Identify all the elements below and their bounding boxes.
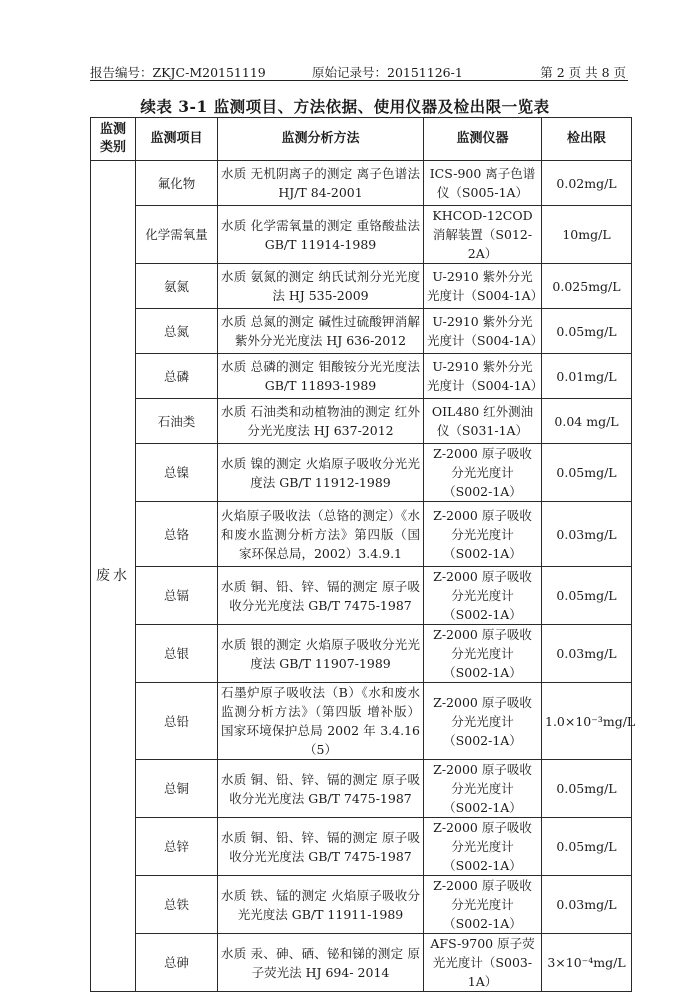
instrument-text: U-2910 紫外分光光度计（S004-1A） (427, 314, 544, 348)
method-cell (218, 876, 424, 934)
item-cell: 总铜 (136, 760, 218, 818)
instrument-cell (424, 444, 542, 502)
instrument-text: ICS-900 离子色谱仪（S005-1A） (429, 166, 536, 200)
report-number: 报告编号：ZKJC-M20151119 (90, 65, 266, 80)
instrument-cell (424, 399, 542, 444)
instrument-text: KHCOD-12COD 消解装置（S012-2A） (432, 208, 533, 261)
instrument-cell (424, 625, 542, 683)
table-row (91, 818, 632, 876)
method-cell (218, 683, 424, 760)
detection-limit-cell: 0.05mg/L (542, 760, 632, 818)
category-cell: 废水 (91, 161, 136, 992)
detection-limit-cell: 0.02mg/L (542, 161, 632, 206)
method-text: 水质 汞、砷、硒、铋和锑的测定 原子荧光法 HJ 694- 2014 (221, 945, 420, 980)
item-cell: 总锌 (136, 818, 218, 876)
item-cell: 氟化物 (136, 161, 218, 206)
instrument-cell (424, 354, 542, 399)
instrument-text: Z-2000 原子吸收分光光度计（S002-1A） (433, 507, 532, 561)
table-row (91, 683, 632, 760)
detection-limit-cell: 0.01mg/L (542, 354, 632, 399)
item-cell: 总磷 (136, 354, 218, 399)
method-text: 水质 氨氮的测定 纳氏试剂分光光度法 HJ 535-2009 (221, 269, 420, 303)
detection-limit-cell: 0.03mg/L (542, 625, 632, 683)
method-cell (218, 502, 424, 567)
method-cell (218, 934, 424, 992)
detection-limit-cell: 0.04 mg/L (542, 399, 632, 444)
method-cell (218, 760, 424, 818)
method-text: 火焰原子吸收法（总铬的测定）《水和废水监测分析方法》第四版（国家环保总局，2002）3.4.9.1 (221, 507, 420, 561)
detection-limit-cell: 10mg/L (542, 206, 632, 264)
method-text: 水质 无机阴离子的测定 离子色谱法 HJ/T 84-2001 (221, 166, 420, 200)
col-header-method: 监测分析方法 (218, 118, 424, 161)
instrument-text: Z-2000 原子吸收分光光度计（S002-1A） (433, 762, 532, 815)
table-row (91, 502, 632, 567)
method-cell (218, 309, 424, 354)
instrument-cell (424, 264, 542, 309)
item-cell: 总铁 (136, 876, 218, 934)
instrument-text: AFS-9700 原子荧光光度计（S003-1A） (430, 936, 535, 989)
table-row (91, 264, 632, 309)
item-cell: 总铬 (136, 502, 218, 567)
table-row (91, 934, 632, 992)
detection-limit-cell: 0.05mg/L (542, 444, 632, 502)
method-cell (218, 625, 424, 683)
detection-limit-cell: 0.05mg/L (542, 567, 632, 625)
detection-limit-cell: 1.0×10⁻³mg/L (542, 683, 632, 760)
monitoring-table (90, 117, 636, 992)
method-cell (218, 444, 424, 502)
item-cell: 总镉 (136, 567, 218, 625)
item-cell: 总镍 (136, 444, 218, 502)
instrument-cell (424, 876, 542, 934)
table-row (91, 876, 632, 934)
col-header-limit: 检出限 (542, 118, 632, 161)
record-number: 原始记录号：20151126-1 (312, 65, 463, 80)
method-cell (218, 399, 424, 444)
method-text: 石墨炉原子吸收法（B）《水和废水监测分析方法》（第四版 增补版） 国家环境保护总局 2002 年 3.4.16（5） (221, 685, 420, 757)
instrument-cell (424, 760, 542, 818)
table-row (91, 206, 632, 264)
detection-limit-cell: 3×10⁻⁴mg/L (542, 934, 632, 992)
instrument-text: Z-2000 原子吸收分光光度计（S002-1A） (433, 446, 532, 499)
detection-limit-cell: 0.03mg/L (542, 876, 632, 934)
method-text: 水质 化学需氧量的测定 重铬酸盐法 GB/T 11914-1989 (221, 217, 420, 252)
table-title: 续表 3-1 监测项目、方法依据、使用仪器及检出限一览表 (140, 97, 550, 116)
method-cell (218, 161, 424, 206)
instrument-cell (424, 683, 542, 760)
detection-limit-cell: 0.025mg/L (542, 264, 632, 309)
item-cell: 石油类 (136, 399, 218, 444)
table-row (91, 309, 632, 354)
instrument-cell (424, 934, 542, 992)
instrument-text: Z-2000 原子吸收分光光度计（S002-1A） (433, 820, 532, 873)
table-row (91, 399, 632, 444)
method-cell (218, 206, 424, 264)
page-number: 第 2 页 共 8 页 (540, 65, 626, 80)
method-cell (218, 567, 424, 625)
instrument-text: Z-2000 原子吸收分光光度计（S002-1A） (433, 569, 532, 622)
instrument-cell (424, 502, 542, 567)
col-header-category: 监测 类别 (91, 118, 136, 161)
method-text: 水质 镍的测定 火焰原子吸收分光光度法 GB/T 11912-1989 (221, 455, 420, 490)
table-row (91, 760, 632, 818)
method-text: 水质 铜、铅、锌、镉的测定 原子吸收分光光度法 GB/T 7475-1987 (221, 771, 420, 806)
instrument-text: Z-2000 原子吸收分光光度计（S002-1A） (433, 878, 532, 931)
method-text: 水质 总磷的测定 钼酸铵分光光度法 GB/T 11893-1989 (221, 359, 420, 393)
instrument-text: Z-2000 原子吸收分光光度计（S002-1A） (433, 627, 532, 680)
instrument-cell (424, 161, 542, 206)
item-cell: 总氮 (136, 309, 218, 354)
method-text: 水质 铁、锰的测定 火焰原子吸收分光光度法 GB/T 11911-1989 (221, 887, 420, 922)
table-row (91, 444, 632, 502)
col-header-item: 监测项目 (136, 118, 218, 161)
item-cell: 氨氮 (136, 264, 218, 309)
page-header (90, 62, 628, 81)
table-row (91, 161, 632, 206)
method-text: 水质 铜、铅、锌、镉的测定 原子吸收分光光度法 GB/T 7475-1987 (221, 578, 420, 613)
item-cell: 总砷 (136, 934, 218, 992)
instrument-cell (424, 206, 542, 264)
item-cell: 化学需氧量 (136, 206, 218, 264)
instrument-text: OIL480 红外测油仪（S031-1A） (431, 404, 534, 438)
method-cell (218, 354, 424, 399)
instrument-cell (424, 567, 542, 625)
col-header-instrument: 监测仪器 (424, 118, 542, 161)
item-cell: 总铅 (136, 683, 218, 760)
method-text: 水质 石油类和动植物油的测定 红外分光光度法 HJ 637-2012 (221, 404, 420, 438)
method-cell (218, 818, 424, 876)
instrument-text: U-2910 紫外分光光度计（S004-1A） (427, 269, 544, 303)
instrument-cell (424, 309, 542, 354)
detection-limit-cell: 0.03mg/L (542, 502, 632, 567)
instrument-text: U-2910 紫外分光光度计（S004-1A） (427, 359, 544, 393)
method-cell (218, 264, 424, 309)
detection-limit-cell: 0.05mg/L (542, 309, 632, 354)
instrument-text: Z-2000 原子吸收分光光度计（S002-1A） (433, 694, 532, 748)
table-header-row (91, 118, 632, 161)
method-text: 水质 银的测定 火焰原子吸收分光光度法 GB/T 11907-1989 (221, 636, 420, 671)
item-cell: 总银 (136, 625, 218, 683)
method-text: 水质 铜、铅、锌、镉的测定 原子吸收分光光度法 GB/T 7475-1987 (221, 829, 420, 864)
table-row (91, 354, 632, 399)
instrument-cell (424, 818, 542, 876)
table-row (91, 567, 632, 625)
detection-limit-cell: 0.05mg/L (542, 818, 632, 876)
method-text: 水质 总氮的测定 碱性过硫酸钾消解紫外分光光度法 HJ 636-2012 (221, 314, 420, 348)
table-row (91, 625, 632, 683)
